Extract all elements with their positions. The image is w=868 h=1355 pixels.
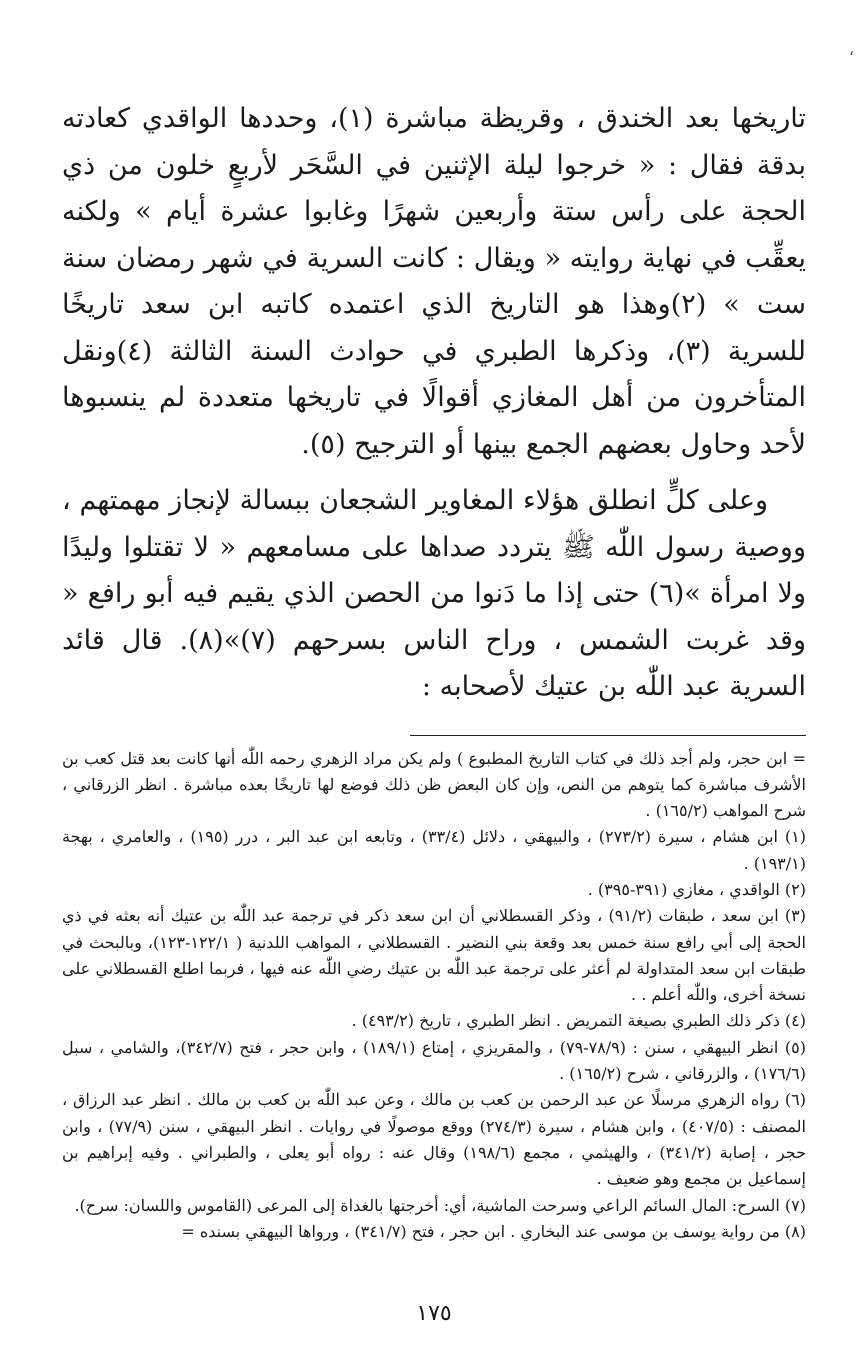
footnote-continuation: = ابن حجر، ولم أجد ذلك في كتاب التاريخ المطبوع ) ولم يكن مراد الزهري رحمه اللّٰه أنها كانت بعد قتل كعب بن الأشرف مباشرة كما يتوهم من النص، وإن كان البعض ظن ذلك فوضع لها تاريخًا بعده مباشرة . انظر الزرقاني ، شرح المواهب (١٦٥/٢) . <box>62 748 807 821</box>
footnote-6: (٦) رواه الزهري مرسلًا عن عبد الرحمن بن كعب بن مالك ، وعن عبد اللّٰه بن كعب بن مالك . انظر عبد الرزاق ، المصنف : (٤٠٧/٥) ، وابن هشام ، سيرة (٢٧٤/٣) ووقع موصولًا في روايات . انظر البيهقي ، سنن (٧٧/٩) ، وابن حجر ، إصابة (٣٤١/٢) ، والهيثمي ، مجمع (١٩٨/٦) وقال عنه : رواه أبو يعلى ، والطبراني . وفيه إبراهيم بن إسماعيل بن مجمع وهو ضعيف . <box>62 1090 806 1189</box>
main-text <box>62 96 806 711</box>
paragraph-1: تاريخها بعد الخندق ، وقريظة مباشرة (١)، وحددها الواقدي كعادته بدقة فقال : « خرجوا ليلة الإثنين في السَّحَر لأربعٍ خلون من ذي الحجة على رأس ستة وأربعين شهرًا وغابوا عشرة أيام » ولكنه يعقِّب في نهاية روايته « ويقال : كانت السرية في شهر رمضان سنة ست » (٢)وهذا هو التاريخ الذي اعتمده كاتبه ابن سعد تاريخًا للسرية (٣)، وذكرها الطبري في حوادث السنة الثالثة (٤)ونقل المتأخرون من أهل المغازي أقوالًا في تاريخها متعددة لم ينسبوها لأحد وحاول بعضهم الجمع بينها أو الترجيح (٥). <box>62 103 806 460</box>
corner-mark: ، <box>848 40 854 59</box>
footnotes <box>62 746 806 1246</box>
page-number: ١٧٥ <box>416 1301 452 1326</box>
footnote-7: (٧) السرح: المال السائم الراعي وسرحت الماشية، أي: أخرجتها بالغداة إلى المرعى (القاموس واللسان: سرح). <box>74 1195 806 1215</box>
footnote-4: (٤) ذكر ذلك الطبري بصيغة التمريض . انظر الطبري ، تاريخ (٤٩٣/٢) . <box>351 1011 806 1031</box>
footnote-3: (٣) ابن سعد ، طبقات (٩١/٢) ، وذكر القسطلاني أن ابن سعد ذكر في ترجمة عبد اللّٰه بن عتيك أنه بعثه في ذي الحجة إلى أبي رافع سنة خمس بعد وقعة بني النضير . القسطلاني ، المواهب اللدنية ( ١٢٢/١-١٢٣)، وبالبحث في طبقات ابن سعد المتداولة لم أعثر على ترجمة عبد اللّٰه بن عتيك رضي اللّٰه عنه فيها ، فربما اطلع القسطلاني على نسخة أخرى، واللّٰه أعلم . . <box>62 906 806 1005</box>
footnote-1: (١) ابن هشام ، سيرة (٢٧٣/٢) ، والبيهقي ، دلائل (٣٣/٤) ، وتابعه ابن عبد البر ، درر (١٩٥) ، والعامري ، بهجة (١٩٣/١) . <box>62 827 806 873</box>
paragraph-2: وعلى كلٍّ انطلق هؤلاء المغاوير الشجعان ببسالة لإنجاز مهمتهم ، ووصية رسول اللّٰه ﷺ يتردد صداها على مسامعهم « لا تقتلوا وليدًا ولا امرأة »(٦) حتى إذا ما دَنوا من الحصن الذي يقيم فيه أبو رافع « وقد غربت الشمس ، وراح الناس بسرحهم (٧)»(٨). قال قائد السرية عبد اللّٰه بن عتيك لأصحابه : <box>62 485 806 702</box>
footnote-5: (٥) انظر البيهقي ، سنن : (٧٨/٩-٧٩) ، والمقريزي ، إمتاع (١٨٩/١) ، وابن حجر ، فتح (٣٤٢/٧)، والشامي ، سبل (١٧٦/٦) ، والزرقاني ، شرح (١٦٥/٢) . <box>62 1037 807 1084</box>
book-page <box>62 96 806 1326</box>
footnote-2: (٢) الواقدي ، مغازي (٣٩١-٣٩٥) . <box>587 879 806 899</box>
footnote-8: (٨) من رواية يوسف بن موسى عند البخاري . ابن حجر ، فتح (٣٤١/٧) ، ورواها البيهقي بسنده = <box>181 1221 806 1241</box>
footnote-divider <box>410 735 806 736</box>
